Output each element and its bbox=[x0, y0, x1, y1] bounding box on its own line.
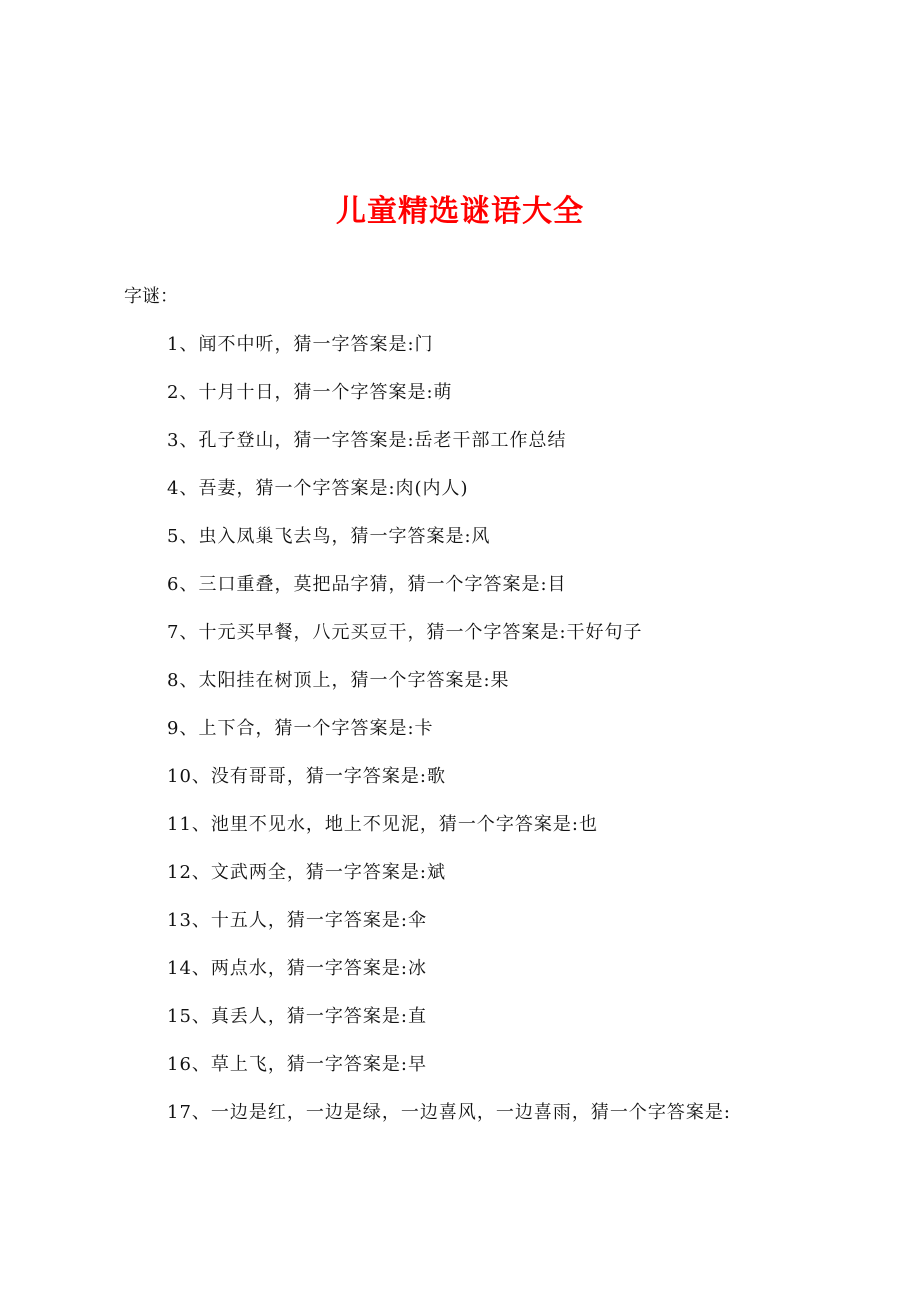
riddle-item: 9、上下合，猜一个字答案是:卡 bbox=[167, 718, 434, 739]
riddle-item: 7、十元买早餐，八元买豆干，猜一个字答案是:干好句子 bbox=[167, 622, 643, 643]
riddle-item: 16、草上飞，猜一字答案是:早 bbox=[167, 1054, 427, 1075]
riddle-item: 15、真丢人，猜一字答案是:直 bbox=[167, 1006, 427, 1027]
document-title: 儿童精选谜语大全 bbox=[336, 194, 584, 229]
riddle-item: 4、吾妻，猜一个字答案是:肉(内人) bbox=[167, 478, 469, 499]
riddle-item: 12、文武两全，猜一字答案是:斌 bbox=[167, 862, 446, 883]
riddle-item: 8、太阳挂在树顶上，猜一个字答案是:果 bbox=[167, 670, 510, 691]
riddle-item: 6、三口重叠，莫把品字猜，猜一个字答案是:目 bbox=[167, 574, 567, 595]
riddle-item: 17、一边是红，一边是绿，一边喜风，一边喜雨，猜一个字答案是: bbox=[167, 1102, 731, 1123]
riddle-item: 2、十月十日，猜一个字答案是:萌 bbox=[167, 382, 453, 403]
section-label: 字谜： bbox=[124, 286, 178, 307]
riddle-item: 10、没有哥哥，猜一字答案是:歌 bbox=[167, 766, 446, 787]
riddle-list bbox=[167, 332, 867, 1148]
riddle-item: 14、两点水，猜一字答案是:冰 bbox=[167, 958, 427, 979]
riddle-item: 3、孔子登山，猜一字答案是:岳老干部工作总结 bbox=[167, 430, 567, 451]
riddle-item: 11、池里不见水，地上不见泥，猜一个字答案是:也 bbox=[167, 814, 598, 835]
riddle-item: 1、闻不中听，猜一字答案是:门 bbox=[167, 334, 434, 355]
riddle-item: 13、十五人，猜一字答案是:伞 bbox=[167, 910, 427, 931]
riddle-item: 5、虫入凤巢飞去鸟，猜一字答案是:风 bbox=[167, 526, 491, 547]
